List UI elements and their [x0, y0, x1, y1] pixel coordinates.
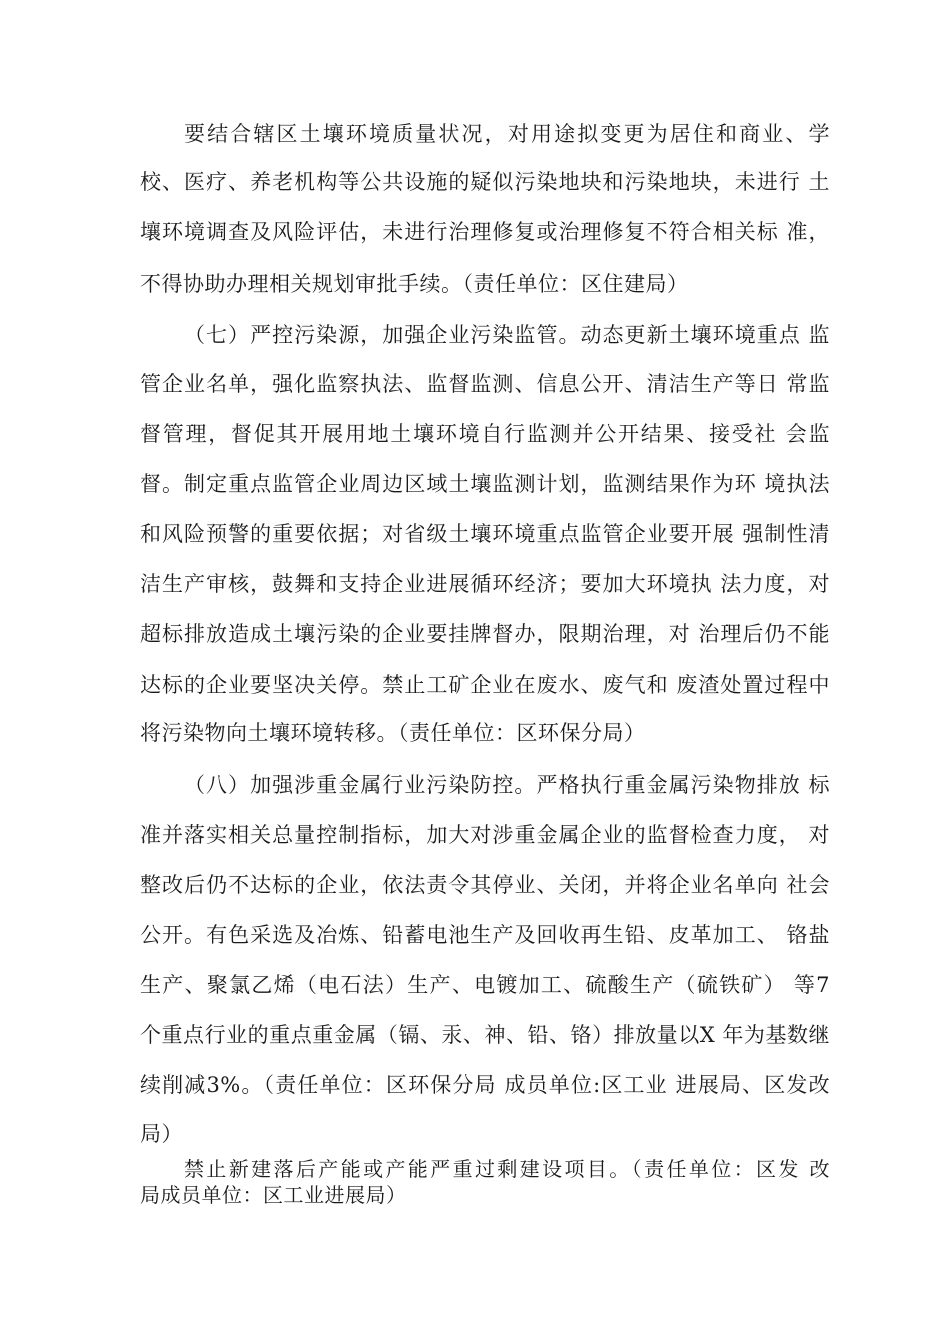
text-line: 和风险预警的重要依据；对省级土壤环境重点监管企业要开展 强制性清 [140, 522, 830, 546]
text-line: 续削减3%。（责任单位：区环保分局 成员单位:区工业 进展局、区发改 [140, 1073, 830, 1097]
text-line: 将污染物向土壤环境转移。（责任单位：区环保分局） [140, 721, 646, 745]
text-line: 管企业名单，强化监察执法、监督监测、信息公开、清洁生产等日 常监 [140, 372, 830, 396]
text-line: 生产、聚氯乙烯（电石法）生产、电镀加工、硫酸生产（硫铁矿） 等7 [140, 973, 830, 997]
text-line: 禁止新建落后产能或产能严重过剩建设项目。（责任单位：区发 改 [184, 1157, 830, 1181]
text-line: 不得协助办理相关规划审批手续。（责任单位：区住建局） [140, 272, 689, 296]
text-line: 个重点行业的重点重金属（镉、汞、神、铅、铬）排放量以X 年为基数继 [140, 1023, 830, 1047]
text-line: 局） [140, 1122, 183, 1146]
text-line: 督。制定重点监管企业周边区域土壤监测计划，监测结果作为环 境执法 [140, 472, 830, 496]
text-line: 整改后仍不达标的企业，依法责令其停业、关闭，并将企业名单向 社会 [140, 873, 830, 897]
text-line: （八）加强涉重金属行业污染防控。严格执行重金属污染物排放 标 [184, 773, 830, 797]
text-line: 要结合辖区土壤环境质量状况，对用途拟变更为居住和商业、学 [184, 122, 830, 146]
text-line: 公开。有色采选及冶炼、铅蓄电池生产及回收再生铅、皮革加工、 铬盐 [140, 923, 830, 947]
text-line: 洁生产审核，鼓舞和支持企业进展循环经济；要加大环境执 法力度，对 [140, 572, 830, 596]
text-line: 督管理，督促其开展用地土壤环境自行监测并公开结果、接受社 会监 [140, 422, 830, 446]
text-line: 准并落实相关总量控制指标，加大对涉重金属企业的监督检查力度， 对 [140, 823, 830, 847]
text-line: （七）严控污染源，加强企业污染监管。动态更新土壤环境重点 监 [184, 323, 830, 347]
text-line: 壤环境调查及风险评估，未进行治理修复或治理修复不符合相关标 准， [140, 220, 830, 244]
text-line: 达标的企业要坚决关停。禁止工矿企业在废水、废气和 废渣处置过程中 [140, 673, 830, 697]
text-line: 超标排放造成土壤污染的企业要挂牌督办，限期治理，对 治理后仍不能 [140, 622, 830, 646]
text-line: 局成员单位：区工业进展局） [140, 1183, 407, 1207]
text-line: 校、医疗、养老机构等公共设施的疑似污染地块和污染地块，未进行 土 [140, 170, 830, 194]
